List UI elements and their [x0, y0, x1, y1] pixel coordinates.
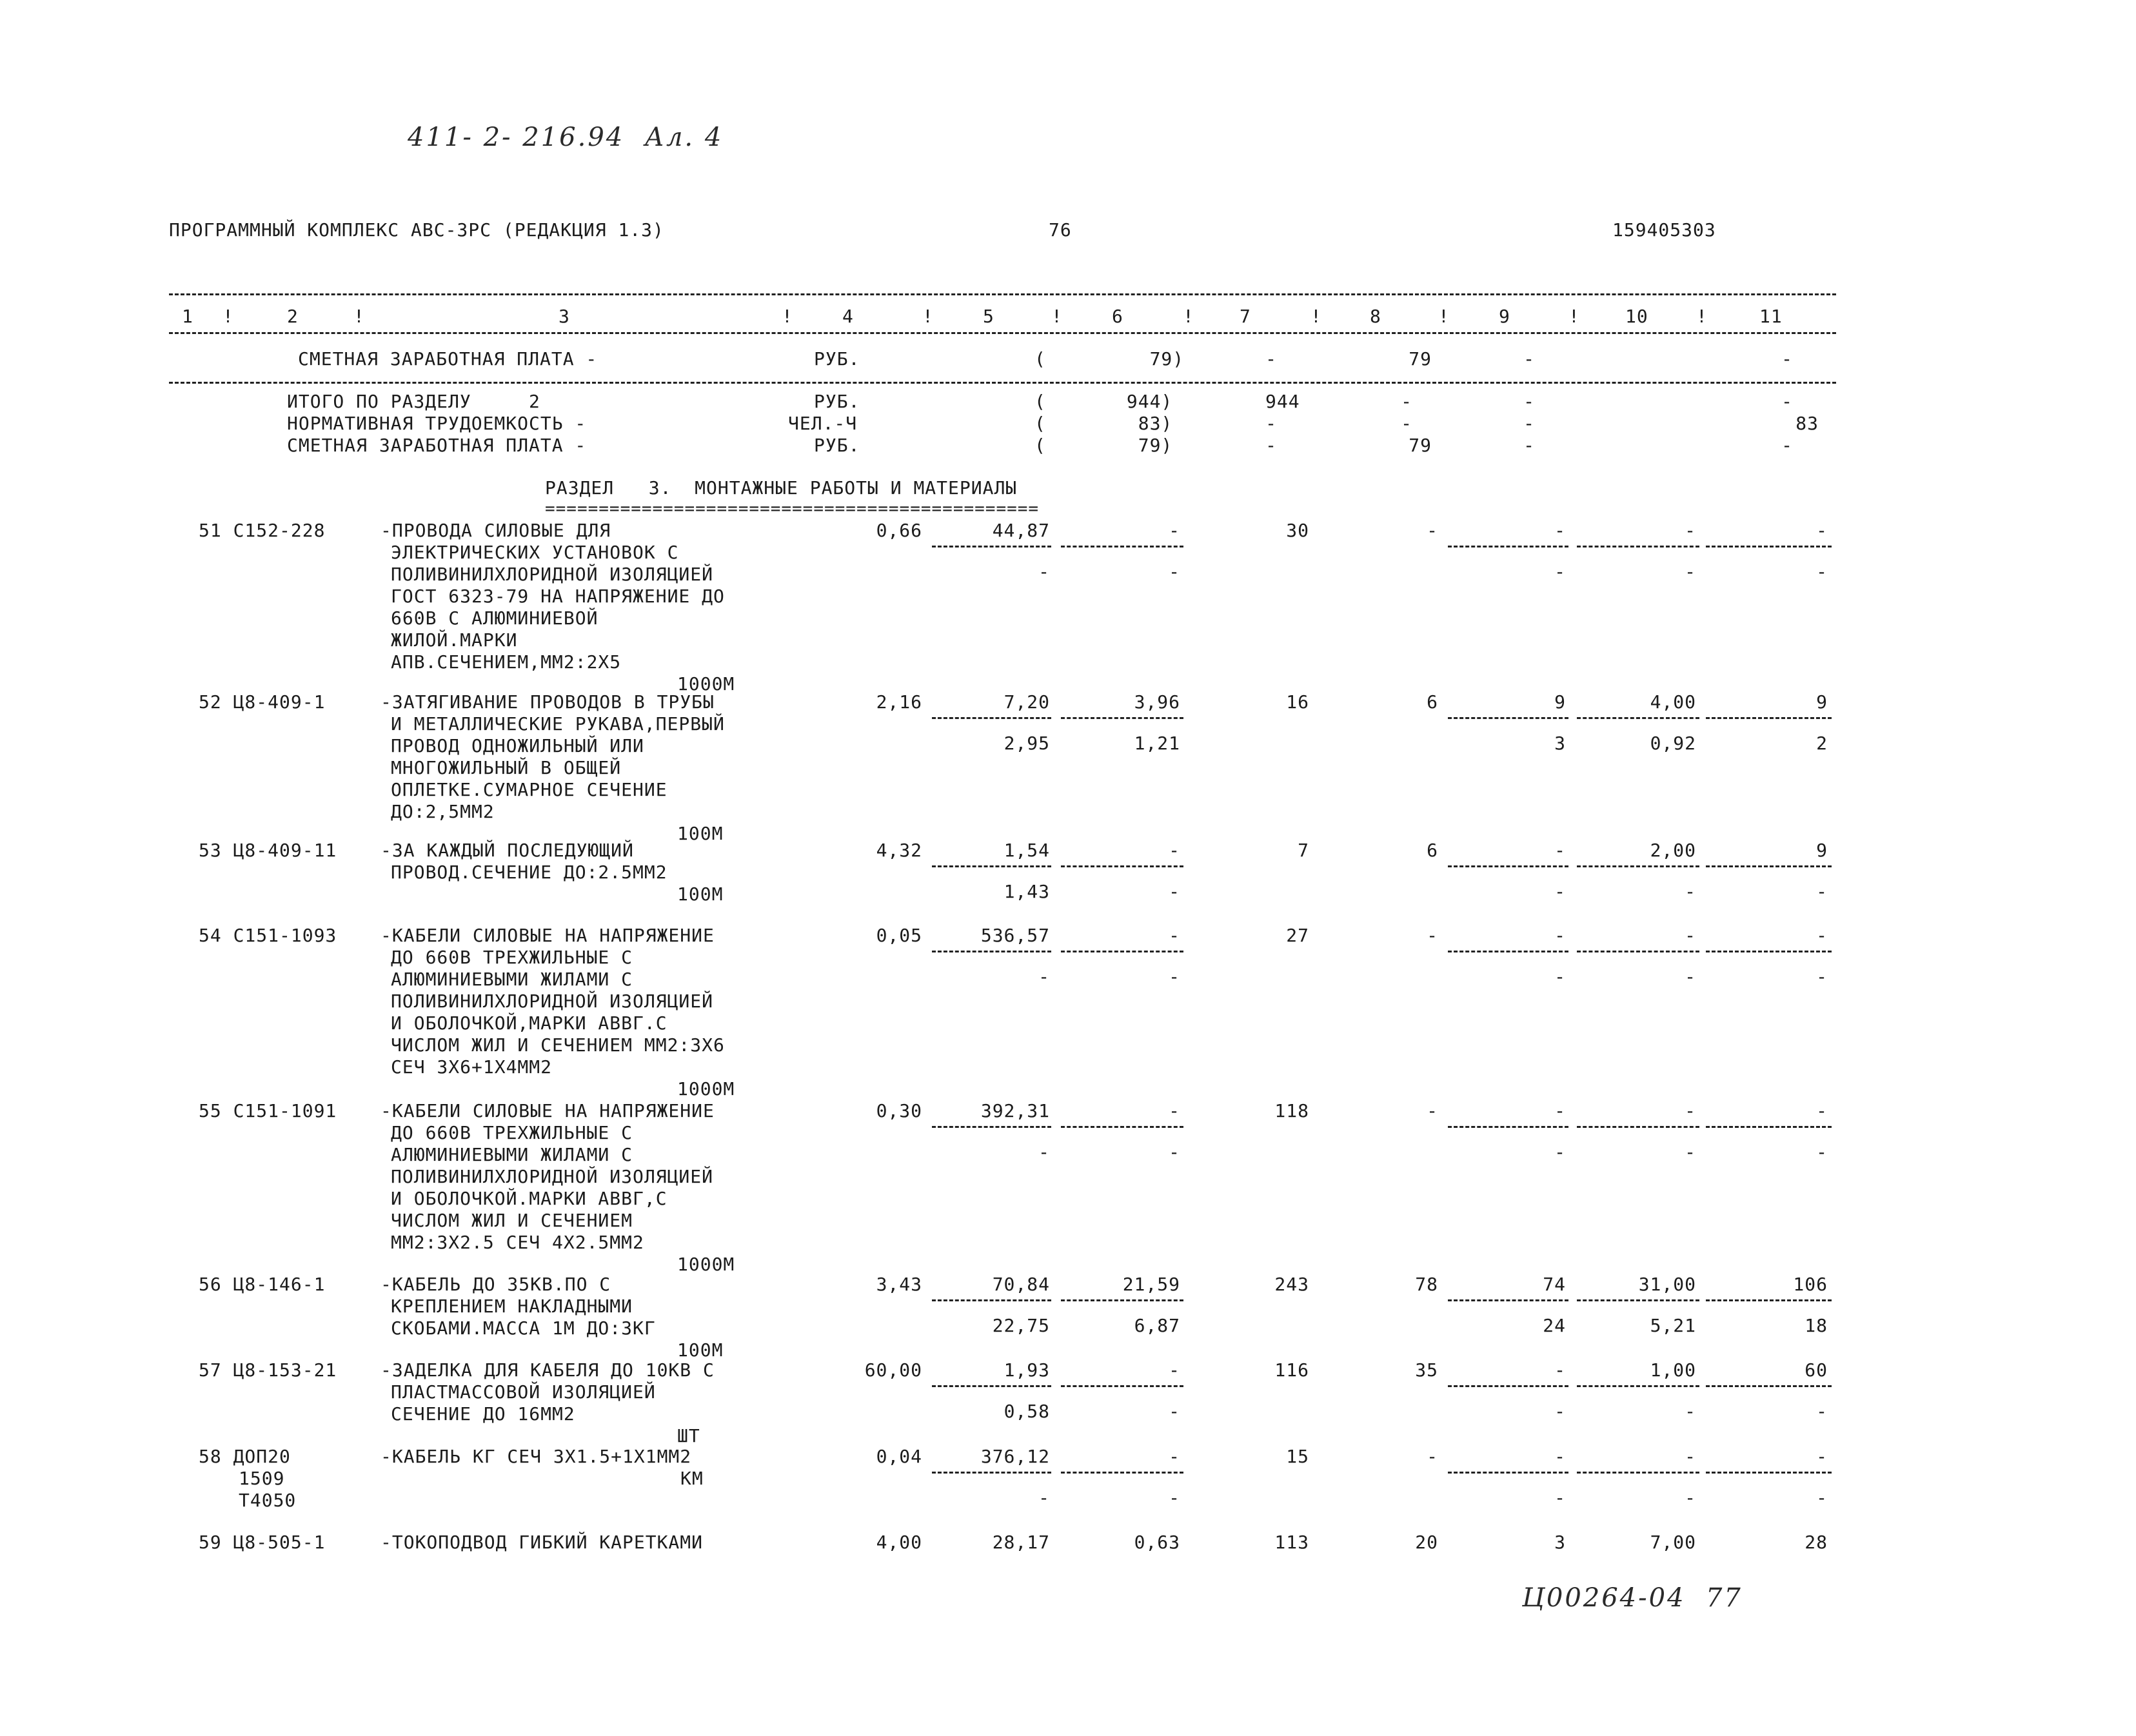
row-unit: 100М [677, 823, 724, 844]
row-unit: КМ [680, 1468, 704, 1489]
col-header-2: 2 [287, 306, 299, 327]
row-description-line: ПРОВОД.СЕЧЕНИЕ ДО:2.5ММ2 [391, 862, 668, 883]
row-description-line: ЧИСЛОМ ЖИЛ И СЕЧЕНИЕМ [391, 1210, 633, 1231]
cell-c7: 118 [1274, 1100, 1309, 1121]
row-description-line: АЛЮМИНИЕВЫМИ ЖИЛАМИ С [391, 1144, 633, 1165]
document-code: 159405303 [1612, 219, 1716, 241]
subcell-c5: - [1038, 561, 1050, 582]
cell-underline [1577, 1126, 1699, 1128]
subcell-c5: - [1038, 966, 1050, 987]
totals-label-3: СМЕТНАЯ ЗАРАБОТНАЯ ПЛАТА - [287, 435, 587, 456]
subcell-c6: - [1169, 881, 1180, 902]
cell-c8: 20 [1415, 1532, 1438, 1553]
row-description-line: ПРОВОД ОДНОЖИЛЬНЫЙ ИЛИ [391, 735, 644, 756]
cell-c6: - [1169, 520, 1180, 541]
cell-underline [932, 865, 1051, 867]
cell-c11: - [1816, 1446, 1828, 1467]
row-description-line: И ОБОЛОЧКОЙ,МАРКИ АВВГ.С [391, 1012, 668, 1034]
subcell-c11: - [1816, 1487, 1828, 1508]
row-code-extra: Т4050 [239, 1490, 297, 1511]
col-separator: ! [1310, 306, 1322, 327]
cell-underline [932, 546, 1051, 547]
program-header: ПРОГРАММНЫЙ КОМПЛЕКС АВС-3РС (РЕДАКЦИЯ 1.3) [169, 219, 664, 241]
summary-c6: ( 79) [1034, 348, 1185, 370]
row-description-line: И ОБОЛОЧКОЙ.МАРКИ АВВГ,С [391, 1188, 668, 1209]
row-description-line: СЕЧ 3Х6+1Х4ММ2 [391, 1056, 553, 1078]
row-code: 52 Ц8-409-1 [199, 691, 326, 713]
col-separator: ! [1438, 306, 1450, 327]
cell-underline [1448, 951, 1568, 952]
subcell-c9: - [1554, 1401, 1566, 1422]
cell-c6: 0,63 [1134, 1532, 1180, 1553]
cell-c5: 44,87 [992, 520, 1050, 541]
row-description-line: ОПЛЕТКЕ.СУМАРНОЕ СЕЧЕНИЕ [391, 779, 668, 800]
handwritten-inventory-number: Ц00264-04 77 [1522, 1583, 1743, 1613]
cell-underline [1061, 1126, 1183, 1128]
row-description-line: -КАБЕЛЬ КГ СЕЧ 3Х1.5+1Х1ММ2 [381, 1446, 692, 1467]
subcell-c9: - [1554, 1141, 1566, 1163]
cell-underline [1448, 1299, 1568, 1301]
subcell-c9: - [1554, 1487, 1566, 1508]
subcell-c5: - [1038, 1141, 1050, 1163]
subcell-c5: - [1038, 1487, 1050, 1508]
cell-underline [932, 951, 1051, 952]
cell-c9: - [1554, 1100, 1566, 1121]
cell-underline [1448, 1472, 1568, 1474]
row-description-line: ДО 660В ТРЕХЖИЛЬНЫЕ С [391, 947, 633, 968]
cell-c10: - [1685, 520, 1696, 541]
row-code: 59 Ц8-505-1 [199, 1532, 326, 1553]
row-code: 58 ДОП20 [199, 1446, 291, 1467]
cell-c4: 3,43 [876, 1274, 922, 1295]
cell-underline [1061, 546, 1183, 547]
totals-c9-1: - [1523, 391, 1535, 412]
subcell-c5: 2,95 [1004, 733, 1050, 754]
cell-c9: - [1554, 840, 1566, 861]
row-description-line: МНОГОЖИЛЬНЫЙ В ОБЩЕЙ [391, 757, 622, 778]
row-description-line: -КАБЕЛИ СИЛОВЫЕ НА НАПРЯЖЕНИЕ [381, 1100, 715, 1121]
cell-c4: 0,66 [876, 520, 922, 541]
col-header-4: 4 [842, 306, 854, 327]
cell-underline [932, 1299, 1051, 1301]
totals-c11-3: - [1781, 435, 1793, 456]
cell-c6: 21,59 [1122, 1274, 1180, 1295]
subcell-c11: - [1816, 561, 1828, 582]
subcell-c10: 0,92 [1650, 733, 1696, 754]
col-header-3: 3 [559, 306, 570, 327]
cell-c7: 113 [1274, 1532, 1309, 1553]
subcell-c6: - [1169, 1487, 1180, 1508]
row-description-line: -КАБЕЛИ СИЛОВЫЕ НА НАПРЯЖЕНИЕ [381, 925, 715, 946]
cell-c11: 106 [1793, 1274, 1828, 1295]
subcell-c6: 6,87 [1134, 1315, 1180, 1336]
cell-c9: 9 [1554, 691, 1566, 713]
cell-underline [1448, 546, 1568, 547]
cell-c10: - [1685, 1446, 1696, 1467]
row-code-extra: 1509 [239, 1468, 285, 1489]
cell-c9: 74 [1543, 1274, 1566, 1295]
section-title: РАЗДЕЛ 3. МОНТАЖНЫЕ РАБОТЫ И МАТЕРИАЛЫ [545, 477, 1018, 498]
cell-c5: 392,31 [980, 1100, 1050, 1121]
totals-c7-3: - [1265, 435, 1277, 456]
cell-c5: 1,54 [1004, 840, 1050, 861]
cell-c4: 2,16 [876, 691, 922, 713]
cell-c7: 7 [1298, 840, 1309, 861]
row-description-line: -ПРОВОДА СИЛОВЫЕ ДЛЯ [381, 520, 611, 541]
row-description-line: ДО 660В ТРЕХЖИЛЬНЫЕ С [391, 1122, 633, 1143]
subcell-c9: - [1554, 561, 1566, 582]
row-description-line: 660В С АЛЮМИНИЕВОЙ [391, 607, 598, 629]
totals-c9-3: - [1523, 435, 1535, 456]
row-description-line: ПОЛИВИНИЛХЛОРИДНОЙ ИЗОЛЯЦИЕЙ [391, 1166, 714, 1187]
cell-c11: - [1816, 925, 1828, 946]
cell-c4: 0,05 [876, 925, 922, 946]
row-description-line: ДО:2,5ММ2 [391, 801, 495, 822]
subcell-c11: 18 [1805, 1315, 1828, 1336]
totals-c11-2: 83 [1795, 413, 1819, 434]
cell-c5: 536,57 [980, 925, 1050, 946]
cell-c9: 3 [1554, 1532, 1566, 1553]
totals-c11-1: - [1781, 391, 1793, 412]
col-header-7: 7 [1240, 306, 1251, 327]
cell-underline [1448, 717, 1568, 719]
row-description-line: ЧИСЛОМ ЖИЛ И СЕЧЕНИЕМ ММ2:3Х6 [391, 1034, 725, 1056]
subcell-c11: - [1816, 1141, 1828, 1163]
cell-c5: 28,17 [992, 1532, 1050, 1553]
cell-c8: - [1427, 520, 1438, 541]
cell-c6: - [1169, 1359, 1180, 1381]
row-unit: 1000М [677, 673, 735, 695]
cell-c11: - [1816, 1100, 1828, 1121]
cell-underline [1706, 865, 1832, 867]
row-code: 51 С152-228 [199, 520, 326, 541]
totals-c8-2: - [1401, 413, 1412, 434]
cell-c8: 35 [1415, 1359, 1438, 1381]
summary-c9: - [1523, 348, 1535, 370]
cell-c4: 4,00 [876, 1532, 922, 1553]
totals-c6-3: ( 79) [1034, 435, 1173, 456]
row-description-line: -ЗА КАЖДЫЙ ПОСЛЕДУЮЩИЙ [381, 840, 634, 861]
row-code: 55 С151-1091 [199, 1100, 337, 1121]
totals-c9-2: - [1523, 413, 1535, 434]
row-code: 56 Ц8-146-1 [199, 1274, 326, 1295]
cell-c11: 9 [1816, 691, 1828, 713]
cell-c8: 6 [1427, 691, 1438, 713]
cell-underline [1061, 1299, 1183, 1301]
cell-underline [1061, 865, 1183, 867]
cell-underline [1577, 1385, 1699, 1387]
row-description-line: ЖИЛОЙ.МАРКИ [391, 629, 518, 651]
col-separator: ! [922, 306, 934, 327]
row-description-line: ПОЛИВИНИЛХЛОРИДНОЙ ИЗОЛЯЦИЕЙ [391, 564, 714, 585]
cell-underline [1706, 717, 1832, 719]
totals-c8-1: - [1401, 391, 1412, 412]
cell-c6: - [1169, 840, 1180, 861]
col-header-8: 8 [1370, 306, 1381, 327]
cell-underline [1706, 1472, 1832, 1474]
cell-underline [1706, 1385, 1832, 1387]
subcell-c5: 1,43 [1004, 881, 1050, 902]
cell-c8: - [1427, 925, 1438, 946]
subcell-c11: - [1816, 1401, 1828, 1422]
cell-underline [1448, 1385, 1568, 1387]
row-description-line: КРЕПЛЕНИЕМ НАКЛАДНЫМИ [391, 1296, 633, 1317]
totals-c8-3: 79 [1409, 435, 1432, 456]
cell-c9: - [1554, 925, 1566, 946]
row-unit: 100М [677, 1339, 724, 1361]
cell-c5: 70,84 [992, 1274, 1050, 1295]
col-header-6: 6 [1112, 306, 1123, 327]
col-separator: ! [1696, 306, 1708, 327]
summary-rule [169, 382, 1836, 384]
cell-c10: - [1685, 1100, 1696, 1121]
cell-c6: - [1169, 1100, 1180, 1121]
subcell-c5: 22,75 [992, 1315, 1050, 1336]
cell-c5: 1,93 [1004, 1359, 1050, 1381]
subcell-c10: - [1685, 881, 1696, 902]
row-unit: ШТ [677, 1425, 700, 1446]
subcell-c10: - [1685, 1141, 1696, 1163]
cell-underline [1448, 1126, 1568, 1128]
cell-underline [1706, 1299, 1832, 1301]
row-unit: 1000М [677, 1078, 735, 1100]
handwritten-document-code: 411- 2- 216.94 Ал. 4 [408, 123, 724, 152]
col-header-11: 11 [1759, 306, 1783, 327]
totals-unit-3: РУБ. [814, 435, 860, 456]
cell-c9: - [1554, 1359, 1566, 1381]
row-description-line: ММ2:3Х2.5 СЕЧ 4Х2.5ММ2 [391, 1232, 644, 1253]
header-rule-bottom [169, 332, 1836, 334]
cell-c10: - [1685, 925, 1696, 946]
cell-c4: 0,04 [876, 1446, 922, 1467]
cell-c7: 15 [1286, 1446, 1309, 1467]
header-rule-top [169, 293, 1836, 295]
cell-c9: - [1554, 520, 1566, 541]
cell-c5: 376,12 [980, 1446, 1050, 1467]
cell-c7: 243 [1274, 1274, 1309, 1295]
summary-unit: РУБ. [814, 348, 860, 370]
subcell-c11: - [1816, 881, 1828, 902]
subcell-c6: - [1169, 561, 1180, 582]
cell-c10: 2,00 [1650, 840, 1696, 861]
row-description-line: ЭЛЕКТРИЧЕСКИХ УСТАНОВОК С [391, 542, 679, 563]
summary-c7: - [1265, 348, 1277, 370]
section-title-underline: ============================================== [545, 499, 1040, 518]
row-description-line: СЕЧЕНИЕ ДО 16ММ2 [391, 1403, 575, 1425]
cell-underline [1577, 951, 1699, 952]
cell-c4: 60,00 [864, 1359, 922, 1381]
row-unit: 100М [677, 883, 724, 905]
subcell-c10: - [1685, 966, 1696, 987]
col-header-1: 1 [182, 306, 193, 327]
cell-underline [932, 1385, 1051, 1387]
cell-c4: 0,30 [876, 1100, 922, 1121]
subcell-c6: - [1169, 1141, 1180, 1163]
cell-underline [1577, 717, 1699, 719]
col-header-9: 9 [1499, 306, 1510, 327]
cell-c6: - [1169, 1446, 1180, 1467]
page-number: 76 [1049, 219, 1072, 241]
cell-underline [1061, 1472, 1183, 1474]
col-separators: ! [222, 306, 234, 327]
cell-c10: 4,00 [1650, 691, 1696, 713]
row-code: 53 Ц8-409-11 [199, 840, 337, 861]
row-unit: 1000М [677, 1254, 735, 1275]
cell-c10: 7,00 [1650, 1532, 1696, 1553]
cell-underline [1706, 546, 1832, 547]
row-description-line: ПЛАСТМАССОВОЙ ИЗОЛЯЦИЕЙ [391, 1381, 656, 1403]
row-code: 54 С151-1093 [199, 925, 337, 946]
summary-c11: - [1781, 348, 1793, 370]
totals-label-2: НОРМАТИВНАЯ ТРУДОЕМКОСТЬ - [287, 413, 587, 434]
totals-c6-1: ( 944) [1034, 391, 1173, 412]
cell-c11: 9 [1816, 840, 1828, 861]
summary-c8: 79 [1409, 348, 1432, 370]
subcell-c6: - [1169, 966, 1180, 987]
cell-c8: - [1427, 1446, 1438, 1467]
cell-c7: 16 [1286, 691, 1309, 713]
col-header-5: 5 [983, 306, 994, 327]
cell-underline [932, 717, 1051, 719]
subcell-c9: 24 [1543, 1315, 1566, 1336]
row-description-line: -КАБЕЛЬ ДО 35КВ.ПО С [381, 1274, 611, 1295]
subcell-c10: - [1685, 1487, 1696, 1508]
col-separator: ! [353, 306, 365, 327]
cell-c6: 3,96 [1134, 691, 1180, 713]
cell-c7: 30 [1286, 520, 1309, 541]
cell-underline [1061, 951, 1183, 952]
col-separator: ! [782, 306, 793, 327]
col-header-10: 10 [1625, 306, 1648, 327]
col-separator: ! [1051, 306, 1063, 327]
row-description-line: АПВ.СЕЧЕНИЕМ,ММ2:2Х5 [391, 651, 622, 673]
subcell-c11: - [1816, 966, 1828, 987]
cell-c7: 116 [1274, 1359, 1309, 1381]
cell-underline [1061, 717, 1183, 719]
cell-underline [1706, 951, 1832, 952]
subcell-c5: 0,58 [1004, 1401, 1050, 1422]
cell-c8: - [1427, 1100, 1438, 1121]
totals-c6-2: ( 83) [1034, 413, 1173, 434]
subcell-c6: 1,21 [1134, 733, 1180, 754]
cell-c4: 4,32 [876, 840, 922, 861]
cell-c7: 27 [1286, 925, 1309, 946]
col-separator: ! [1568, 306, 1580, 327]
cell-c11: - [1816, 520, 1828, 541]
summary-label: СМЕТНАЯ ЗАРАБОТНАЯ ПЛАТА - [298, 348, 598, 370]
subcell-c9: 3 [1554, 733, 1566, 754]
subcell-c9: - [1554, 966, 1566, 987]
subcell-c10: 5,21 [1650, 1315, 1696, 1336]
row-code: 57 Ц8-153-21 [199, 1359, 337, 1381]
col-separator: ! [1183, 306, 1194, 327]
cell-underline [1577, 546, 1699, 547]
cell-underline [1448, 865, 1568, 867]
cell-c10: 31,00 [1638, 1274, 1696, 1295]
row-description-line: -ЗАТЯГИВАНИЕ ПРОВОДОВ В ТРУБЫ [381, 691, 715, 713]
cell-c5: 7,20 [1004, 691, 1050, 713]
row-description-line: АЛЮМИНИЕВЫМИ ЖИЛАМИ С [391, 969, 633, 990]
cell-c8: 6 [1427, 840, 1438, 861]
cell-underline [1577, 1472, 1699, 1474]
totals-c7-1: 944 [1265, 391, 1300, 412]
cell-c6: - [1169, 925, 1180, 946]
row-description-line: ГОСТ 6323-79 НА НАПРЯЖЕНИЕ ДО [391, 586, 725, 607]
cell-underline [1706, 1126, 1832, 1128]
cell-c11: 28 [1805, 1532, 1828, 1553]
subcell-c6: - [1169, 1401, 1180, 1422]
cell-underline [1061, 1385, 1183, 1387]
cell-underline [1577, 865, 1699, 867]
row-description-line: -ТОКОПОДВОД ГИБКИЙ КАРЕТКАМИ [381, 1532, 704, 1553]
subcell-c10: - [1685, 561, 1696, 582]
cell-c8: 78 [1415, 1274, 1438, 1295]
cell-c11: 60 [1805, 1359, 1828, 1381]
row-description-line: СКОБАМИ.МАССА 1М ДО:3КГ [391, 1317, 656, 1339]
totals-unit-2: ЧЕЛ.-Ч [788, 413, 858, 434]
cell-c10: 1,00 [1650, 1359, 1696, 1381]
totals-unit-1: РУБ. [814, 391, 860, 412]
row-description-line: И МЕТАЛЛИЧЕСКИЕ РУКАВА,ПЕРВЫЙ [391, 713, 725, 735]
subcell-c10: - [1685, 1401, 1696, 1422]
cell-c9: - [1554, 1446, 1566, 1467]
cell-underline [932, 1126, 1051, 1128]
subcell-c11: 2 [1816, 733, 1828, 754]
totals-label-1: ИТОГО ПО РАЗДЕЛУ 2 [287, 391, 540, 412]
subcell-c9: - [1554, 881, 1566, 902]
cell-underline [1577, 1299, 1699, 1301]
cell-underline [932, 1472, 1051, 1474]
totals-c7-2: - [1265, 413, 1277, 434]
row-description-line: ПОЛИВИНИЛХЛОРИДНОЙ ИЗОЛЯЦИЕЙ [391, 991, 714, 1012]
row-description-line: -ЗАДЕЛКА ДЛЯ КАБЕЛЯ ДО 10КВ С [381, 1359, 715, 1381]
